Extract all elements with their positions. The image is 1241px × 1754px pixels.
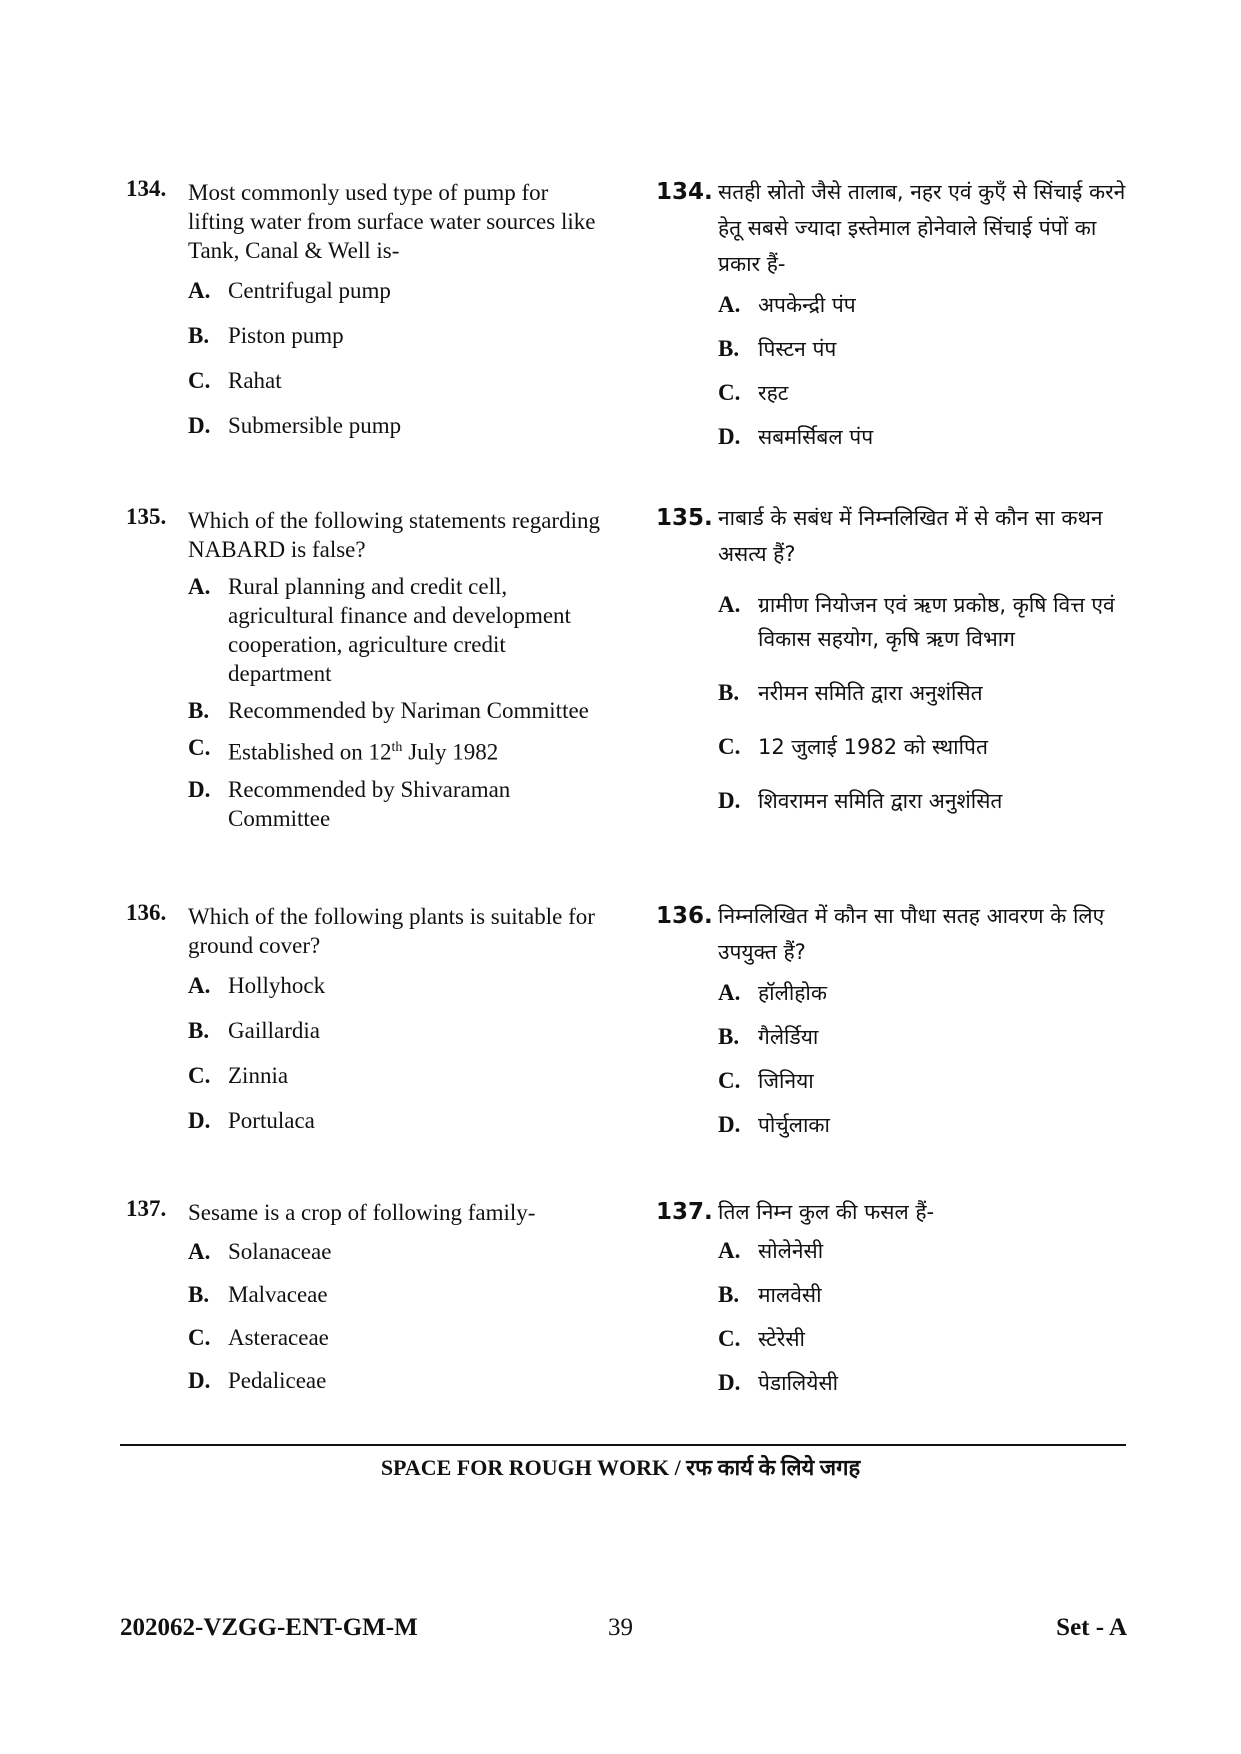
option-text: 12 जुलाई 1982 को स्थापित: [758, 735, 988, 759]
option-letter: C.: [718, 1326, 741, 1351]
option-letter: B.: [188, 698, 210, 723]
option-d: [126, 411, 606, 440]
option-letter: B.: [188, 1282, 210, 1307]
option-d: [656, 1366, 1126, 1400]
question-text: Which of the following plants is suitable for ground cover?: [188, 904, 595, 958]
option-text: हॉलीहोक: [758, 981, 827, 1005]
option-text: पोर्चुलाका: [758, 1113, 830, 1137]
option-letter: B.: [188, 323, 210, 348]
option-b: [656, 1278, 1126, 1312]
option-letter: A.: [718, 980, 741, 1005]
option-d: [656, 1108, 1126, 1142]
option-c: [656, 730, 1126, 764]
option-text: ग्रामीण नियोजन एवं ऋण प्रकोष्ठ, कृषि वित्त एवं विकास सहयोग, कृषि ऋण विभाग: [758, 593, 1115, 651]
option-letter: D.: [718, 1370, 741, 1395]
option-letter: A.: [188, 574, 211, 599]
option-letter: A.: [188, 1239, 211, 1264]
question-135-hindi: [656, 500, 1126, 818]
option-d: [126, 1106, 606, 1135]
option-text: Asteraceae: [228, 1325, 329, 1350]
option-a: [126, 971, 606, 1000]
question-137: [126, 1198, 606, 1395]
option-letter: B.: [718, 1024, 740, 1049]
option-b: [126, 696, 606, 725]
question-135: [126, 506, 606, 833]
question-number: 135.: [656, 505, 713, 531]
option-text: Centrifugal pump: [228, 278, 391, 303]
option-c: [656, 376, 1126, 410]
question-136-hindi: [656, 898, 1126, 1142]
option-letter: A.: [718, 292, 741, 317]
option-text: Malvaceae: [228, 1282, 328, 1307]
option-letter: C.: [188, 1063, 211, 1088]
option-text: Rahat: [228, 368, 282, 393]
question-text: निम्नलिखित में कौन सा पौधा सतह आवरण के लिए उपयुक्त हैं?: [718, 904, 1105, 964]
option-text: रहट: [758, 381, 789, 405]
option-letter: C.: [188, 368, 211, 393]
option-d: [126, 775, 606, 833]
question-number: 137.: [656, 1199, 713, 1225]
option-text: सबमर्सिबल पंप: [758, 425, 874, 449]
option-b: [126, 1280, 606, 1309]
option-letter: C.: [188, 735, 211, 760]
option-letter: C.: [718, 734, 741, 759]
option-d: [656, 784, 1126, 818]
option-text: नरीमन समिति द्वारा अनुशंसित: [758, 681, 983, 705]
question-137-hindi: [656, 1194, 1126, 1400]
option-text-start: Established on 12: [228, 739, 392, 765]
option-text: Solanaceae: [228, 1239, 332, 1264]
option-text: Submersible pump: [228, 413, 402, 438]
ordinal-suffix: th: [391, 740, 403, 755]
option-letter: A.: [718, 1238, 741, 1263]
question-text: Most commonly used type of pump for lifting water from surface water sources like Tank, Canal & Well is-: [188, 180, 596, 263]
option-letter: B.: [718, 1282, 740, 1307]
set-label: Set - A: [1056, 1614, 1127, 1641]
question-number: 134.: [656, 179, 713, 205]
option-text: Pedaliceae: [228, 1368, 327, 1393]
option-text: Portulaca: [228, 1108, 315, 1133]
option-text: Recommended by Shivaraman Committee: [228, 776, 511, 831]
option-text: शिवरामन समिति द्वारा अनुशंसित: [758, 789, 1003, 813]
option-text: Rural planning and credit cell, agricultural finance and development cooperation, agriculture credit department: [228, 574, 571, 686]
option-text: अपकेन्द्री पंप: [758, 293, 856, 317]
option-letter: D.: [188, 413, 211, 438]
option-b: [126, 321, 606, 350]
option-c: [656, 1064, 1126, 1098]
option-text: Gaillardia: [228, 1018, 320, 1043]
option-letter: C.: [188, 1325, 211, 1350]
option-text: गैलेर्डिया: [758, 1025, 819, 1049]
option-d: [126, 1366, 606, 1395]
option-a: [126, 1237, 606, 1266]
question-136: [126, 902, 606, 1135]
question-number: 136.: [126, 900, 167, 925]
option-letter: D.: [188, 1368, 211, 1393]
question-text: नाबार्ड के सबंध में निम्नलिखित में से कौन सा कथन असत्य हैं?: [718, 506, 1103, 566]
rough-work-heading: SPACE FOR ROUGH WORK / रफ कार्य के लिये जगह: [380, 1455, 861, 1480]
question-134-hindi: [656, 174, 1126, 454]
option-text: जिनिया: [758, 1069, 814, 1093]
question-number: 135.: [126, 504, 167, 529]
option-letter: B.: [718, 680, 740, 705]
option-a: [126, 276, 606, 305]
option-letter: D.: [188, 1108, 211, 1133]
option-text: Piston pump: [228, 323, 344, 348]
option-a: [656, 588, 1126, 656]
option-letter: D.: [718, 424, 741, 449]
option-b: [656, 676, 1126, 710]
question-number: 136.: [656, 903, 713, 929]
option-letter: C.: [718, 1068, 741, 1093]
option-text: मालवेसी: [758, 1283, 822, 1307]
option-letter: D.: [718, 1112, 741, 1137]
question-text: Sesame is a crop of following family-: [188, 1200, 536, 1225]
option-text: Zinnia: [228, 1063, 289, 1088]
option-letter: B.: [718, 336, 740, 361]
option-a: [656, 1234, 1126, 1268]
option-letter: D.: [718, 788, 741, 813]
option-c: [126, 733, 606, 767]
page-number: 39: [608, 1614, 633, 1641]
option-text: सोलेनेसी: [758, 1239, 824, 1263]
option-b: [126, 1016, 606, 1045]
question-text: Which of the following statements regarding NABARD is false?: [188, 508, 600, 562]
question-number: 134.: [126, 176, 167, 201]
option-b: [656, 1020, 1126, 1054]
option-text: Hollyhock: [228, 973, 326, 998]
option-text: स्टेरेसी: [758, 1327, 805, 1351]
option-c: [126, 366, 606, 395]
option-letter: A.: [188, 973, 211, 998]
option-a: [656, 288, 1126, 322]
question-134: [126, 178, 606, 440]
option-letter: C.: [718, 380, 741, 405]
paper-code: 202062-VZGG-ENT-GM-M: [120, 1614, 418, 1641]
divider-line: [120, 1444, 1126, 1446]
question-number: 137.: [126, 1196, 167, 1221]
option-letter: D.: [188, 776, 211, 802]
option-c: [656, 1322, 1126, 1356]
question-text: तिल निम्न कुल की फसल हैं-: [718, 1200, 935, 1224]
option-a: [126, 572, 606, 688]
option-d: [656, 420, 1126, 454]
question-text: सतही स्रोतो जैसे तालाब, नहर एवं कुएँ से सिंचाई करने हेतू सबसे ज्यादा इस्तेमाल होनेवाले सिंचाई पंपों का प्रकार हैं-: [718, 180, 1126, 276]
option-letter: B.: [188, 1018, 210, 1043]
option-b: [656, 332, 1126, 366]
option-text: पिस्टन पंप: [758, 337, 837, 361]
option-a: [656, 976, 1126, 1010]
option-text: पेडालियेसी: [758, 1371, 839, 1395]
option-letter: A.: [718, 592, 741, 617]
option-c: [126, 1323, 606, 1352]
option-c: [126, 1061, 606, 1090]
option-letter: A.: [188, 278, 211, 303]
option-text: Recommended by Nariman Committee: [228, 698, 589, 723]
option-text-end: July 1982: [402, 739, 499, 765]
